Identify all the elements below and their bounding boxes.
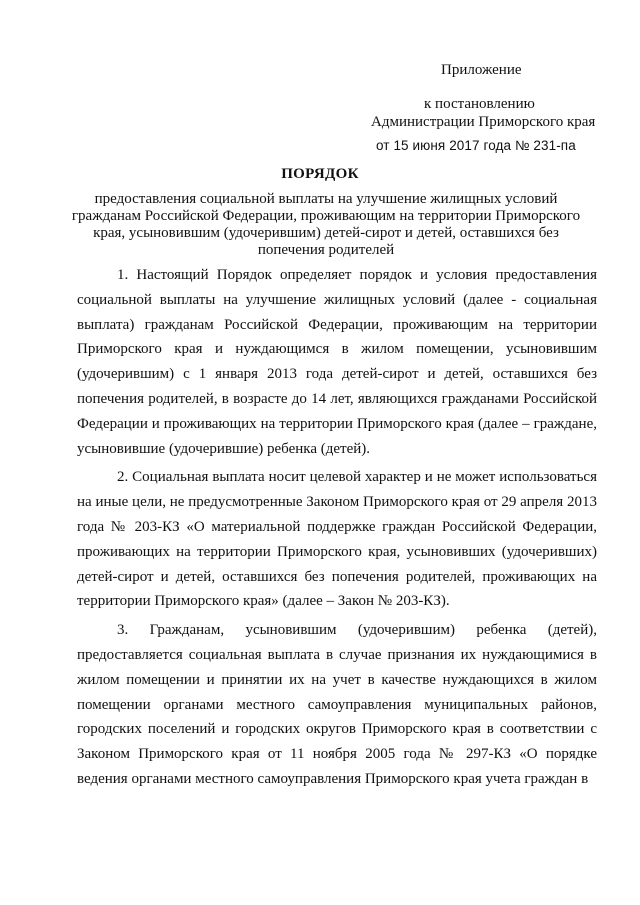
paragraph-3: 3. Гражданам, усыновившим (удочерившим) ребенка (детей), предоставляется социальная выплата в случае признания их нуждающимися в жилом помещении и принятии их на учет в качестве нуждающихся в жилом помещении органами местного самоуправления муниципальных районов, городских поселений и городских округов Приморского края в соответствии с Законом Приморского края от 11 ноября 2005 года № 297-КЗ «О порядке ведения органами местного самоуправления Приморского края учета граждан в xyxy=(77,622,597,787)
document-title: ПОРЯДОК xyxy=(281,166,359,182)
appendix-reference-line: к постановлению xyxy=(424,96,535,112)
appendix-date-number-line: от 15 июня 2017 года № 231-па xyxy=(376,138,576,153)
paragraph-2: 2. Социальная выплата носит целевой характер и не может использоваться на иные цели, не предусмотренные Законом Приморского края от 29 апреля 2013 года № 203-КЗ «О материальной поддержке граждан Российской Федерации, проживающих на территории Приморского края, усыновивших (удочеривших) детей-сирот и детей, оставшихся без попечения родителей, проживающих на территории Приморского края» (далее – Закон № 203-КЗ). xyxy=(77,469,597,610)
document-subtitle: предоставления социальной выплаты на улучшение жилищных условий гражданам Российской Федерации, проживающим на территории Приморского края, усыновившим (удочерившим) детей-сирот и детей, оставшихся без попечения родителей xyxy=(71,191,581,258)
appendix-authority-line: Администрации Приморского края xyxy=(371,114,596,130)
document-body xyxy=(77,263,597,792)
paragraph-1: 1. Настоящий Порядок определяет порядок и условия предоставления социальной выплаты на улучшение жилищных условий (далее - социальная выплата) гражданам Российской Федерации, проживающим на территории Приморского края и нуждающимся в жилом помещении, усыновившим (удочерившим) с 1 января 2013 года детей-сирот и детей, оставшихся без попечения родителей, в возрасте до 14 лет, являющихся гражданами Российской Федерации и проживающих на территории Приморского края (далее – граждане, усыновившие (удочерившие) ребенка (детей). xyxy=(77,267,597,457)
appendix-title: Приложение xyxy=(441,62,522,78)
